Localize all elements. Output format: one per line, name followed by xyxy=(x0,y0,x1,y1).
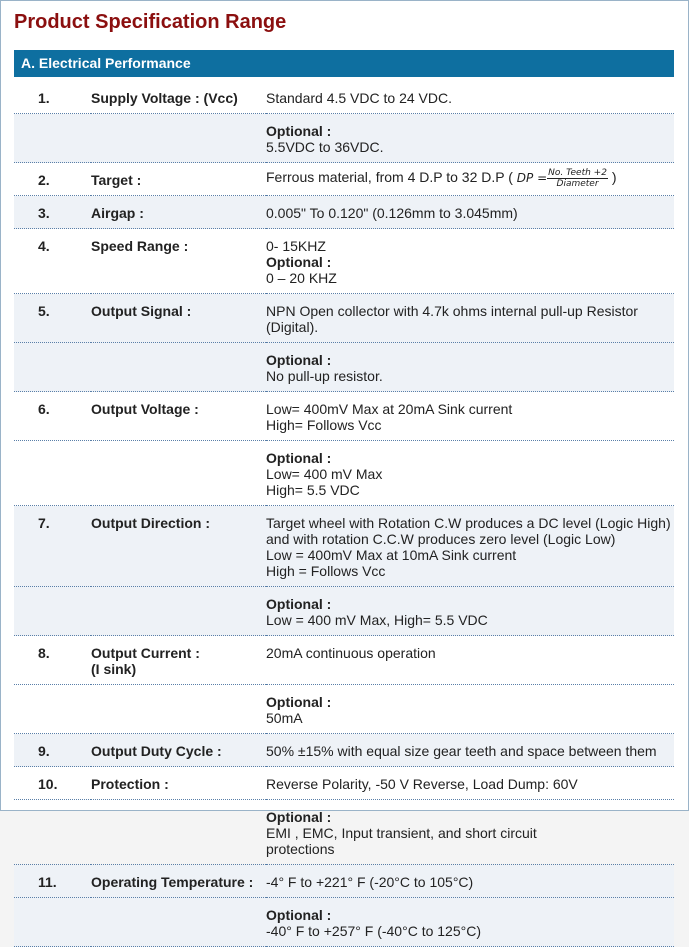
spec-optional-row xyxy=(14,343,674,392)
optional-label: Optional : xyxy=(266,450,332,466)
optional-label: Optional : xyxy=(266,254,332,270)
section-header: A. Electrical Performance xyxy=(14,50,674,77)
optional-value: 5.5VDC to 36VDC. xyxy=(266,139,384,155)
spec-value: 50% ±15% with equal size gear teeth and space between them xyxy=(266,743,657,759)
spec-value: 0- 15KHZ xyxy=(266,238,326,254)
spec-label: Output Direction : xyxy=(91,515,210,531)
spec-optional-row xyxy=(14,800,674,865)
spec-label: Supply Voltage : (Vcc) xyxy=(91,90,238,106)
spec-table xyxy=(14,81,674,947)
optional-label: Optional : xyxy=(266,596,332,612)
optional-value: -40° F to +257° F (-40°C to 125°C) xyxy=(266,923,481,939)
formula-fraction xyxy=(547,168,608,189)
spec-value-line: High = Follows Vcc xyxy=(266,563,386,579)
spec-row xyxy=(14,294,674,343)
optional-label: Optional : xyxy=(266,809,332,825)
spec-optional-row xyxy=(14,685,674,734)
spec-value: Ferrous material, from 4 D.P to 32 D.P ( xyxy=(266,169,513,186)
optional-label: Optional : xyxy=(266,694,332,710)
spec-optional-row xyxy=(14,587,674,636)
spec-value: NPN Open collector with 4.7k ohms internal pull-up Resistor (Digital). xyxy=(266,303,638,335)
spec-optional-row xyxy=(14,114,674,163)
formula-close: ) xyxy=(611,169,617,186)
optional-label: Optional : xyxy=(266,352,332,368)
spec-value: Reverse Polarity, -50 V Reverse, Load Dump: 60V xyxy=(266,776,578,792)
spec-label: Operating Temperature : xyxy=(91,874,254,890)
spec-value-line: High= Follows Vcc xyxy=(266,417,382,433)
spec-row xyxy=(14,865,674,898)
spec-number: 11. xyxy=(38,874,57,890)
spec-label: Output Signal : xyxy=(91,303,192,319)
spec-number: 6. xyxy=(38,401,50,417)
spec-number: 1. xyxy=(38,90,50,106)
spec-row xyxy=(14,392,674,441)
optional-value: No pull-up resistor. xyxy=(266,368,383,384)
optional-value: 0 – 20 KHZ xyxy=(266,270,337,286)
spec-row xyxy=(14,163,674,196)
spec-number: 5. xyxy=(38,303,50,319)
spec-number: 10. xyxy=(38,776,58,792)
spec-label: Output Voltage : xyxy=(91,401,199,417)
optional-label: Optional : xyxy=(266,907,332,923)
spec-label: Output Current : xyxy=(91,645,200,661)
optional-value-line: High= 5.5 VDC xyxy=(266,482,360,498)
optional-value: Low = 400 mV Max, High= 5.5 VDC xyxy=(266,612,488,628)
spec-row xyxy=(14,734,674,767)
spec-label-sub: (I sink) xyxy=(91,661,137,677)
spec-label: Output Duty Cycle : xyxy=(91,743,222,759)
spec-value: -4° F to +221° F (-20°C to 105°C) xyxy=(266,874,474,890)
optional-value-line: Low= 400 mV Max xyxy=(266,466,383,482)
spec-number: 2. xyxy=(38,172,50,188)
optional-value: EMI , EMC, Input transient, and short circuit protections xyxy=(266,825,537,857)
spec-value: 0.005" To 0.120" (0.126mm to 3.045mm) xyxy=(266,205,518,221)
spec-number: 3. xyxy=(38,205,50,221)
spec-label: Target : xyxy=(91,172,142,188)
formula-lhs: DP = xyxy=(516,171,548,185)
formula-numerator: No. Teeth +2 xyxy=(548,168,607,178)
formula-denominator: Diameter xyxy=(556,179,599,189)
spec-value: Standard 4.5 VDC to 24 VDC. xyxy=(266,90,452,106)
page-title: Product Specification Range xyxy=(14,11,287,33)
spec-number: 9. xyxy=(38,743,50,759)
spec-row xyxy=(14,196,674,229)
spec-optional-row xyxy=(14,898,674,947)
spec-number: 4. xyxy=(38,238,50,254)
spec-optional-row xyxy=(14,441,674,506)
optional-value: 50mA xyxy=(266,710,303,726)
spec-value-line: Target wheel with Rotation C.W produces a DC level (Logic High) and with rotation C.C.W produces zero level (Logic Low) xyxy=(266,515,671,547)
optional-label: Optional : xyxy=(266,123,332,139)
spec-row xyxy=(14,229,674,294)
spec-row xyxy=(14,636,674,685)
spec-number: 7. xyxy=(38,515,50,531)
spec-row xyxy=(14,767,674,800)
dp-formula xyxy=(517,168,608,189)
spec-label: Airgap : xyxy=(91,205,144,221)
spec-row xyxy=(14,81,674,114)
spec-label: Protection : xyxy=(91,776,169,792)
spec-row xyxy=(14,506,674,587)
spec-value-line: Low= 400mV Max at 20mA Sink current xyxy=(266,401,513,417)
spec-value: 20mA continuous operation xyxy=(266,645,436,661)
spec-label: Speed Range : xyxy=(91,238,189,254)
spec-number: 8. xyxy=(38,645,50,661)
spec-value-line: Low = 400mV Max at 10mA Sink current xyxy=(266,547,517,563)
